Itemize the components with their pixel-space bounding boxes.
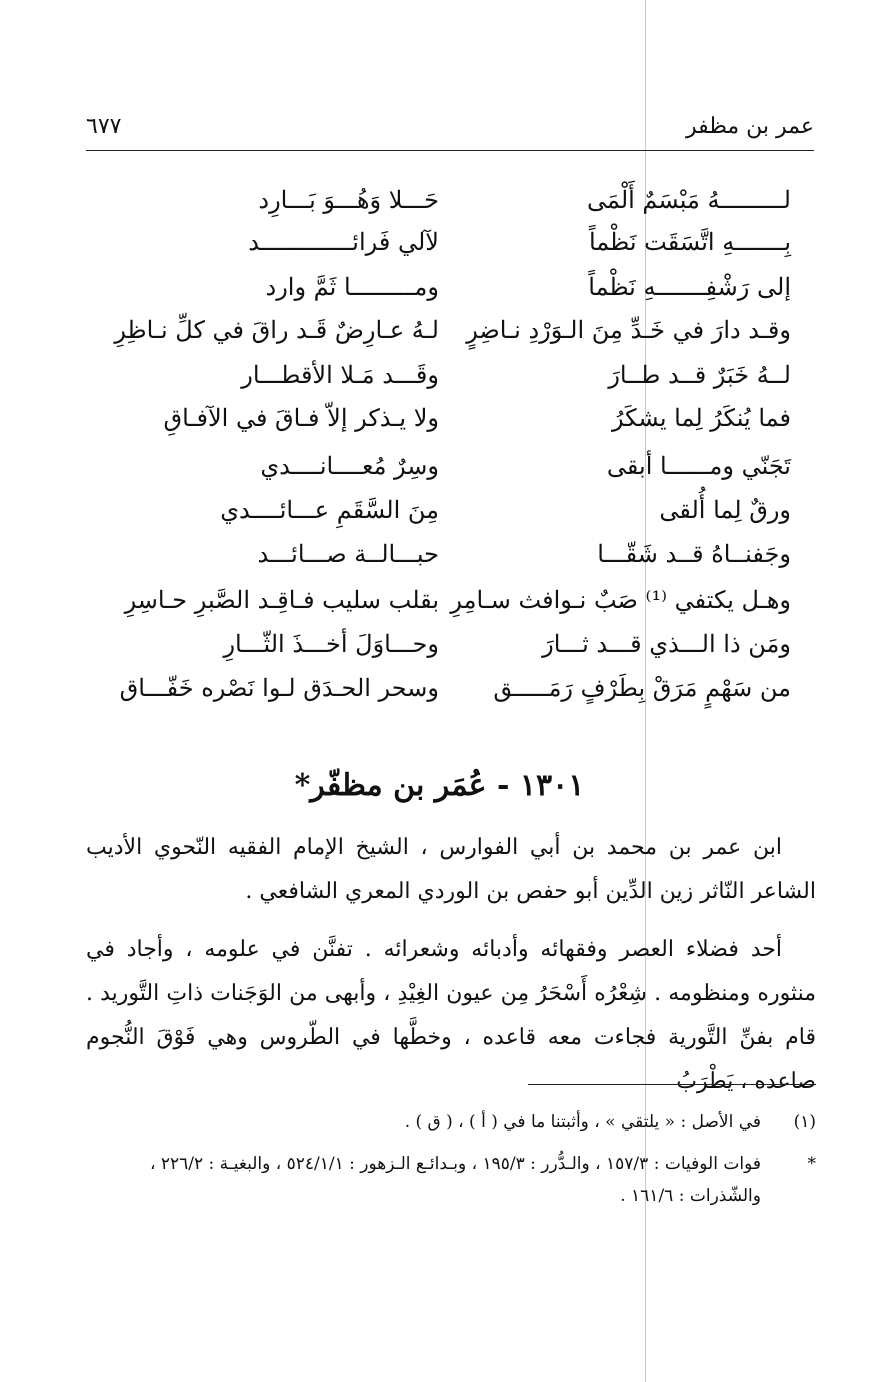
verse-line bbox=[0, 361, 879, 401]
verse-line bbox=[0, 496, 879, 536]
verse-second-hemistich: ومـــــــــا ثَمَّ وارد bbox=[265, 273, 439, 301]
entry-heading: ١٣٠١ - عُمَر بن مظفّر* bbox=[294, 768, 585, 803]
verse-line bbox=[0, 586, 879, 626]
verse-first-hemistich: ورقٌ لِما أُلقى bbox=[659, 496, 791, 524]
verse-line bbox=[0, 452, 879, 492]
verse-first-hemistich: فما يُنكَرُ لِما يشكَرُ bbox=[611, 404, 791, 432]
footnote-mark: * bbox=[807, 1154, 816, 1174]
verse-first-hemistich: إلى رَشْفِـــــــهِ نَظْماً bbox=[588, 273, 791, 301]
verse-second-hemistich: ولا يـذكر إلاّ فـاقَ في الآفـاقِ bbox=[163, 404, 439, 432]
verse-first-hemistich: وهـل يكتفي ⁽¹⁾ صَبٌ نـوافث سـامِرِ bbox=[450, 586, 791, 614]
verse-first-hemistich: بِـــــــهِ اتَّسَقَت نَظْماً bbox=[588, 228, 791, 256]
running-title: عمر بن مظفر bbox=[686, 114, 814, 139]
footnote-text: في الأصل : « يلتقي » ، وأثبتنا ما في ( أ ) ، ( ق ) . bbox=[404, 1112, 761, 1132]
verse-second-hemistich: لـهُ عـارِضٌ قَـد راقَ في كلِّ نـاظِرِ bbox=[114, 316, 439, 344]
verse-first-hemistich: من سَهْمٍ مَرَقْ بِطَرْفٍ رَمَـــــق bbox=[493, 674, 791, 702]
header-rule bbox=[86, 150, 814, 151]
verse-first-hemistich: وجَفنــاهُ قــد شَقّـــا bbox=[597, 540, 791, 568]
verse-second-hemistich: وسِرٌ مُعــــانــــدي bbox=[260, 452, 439, 480]
verse-line bbox=[0, 674, 879, 714]
verse-first-hemistich: ومَن ذا الـــذي قـــد ثـــارَ bbox=[542, 630, 791, 658]
verse-first-hemistich: وقـد دارَ في خَـدِّ مِنَ الـوَرْدِ نـاضِرٍ bbox=[466, 316, 791, 344]
verse-second-hemistich: حبـــالــة صـــائـــد bbox=[257, 540, 439, 568]
verse-line bbox=[0, 540, 879, 580]
verse-line bbox=[0, 228, 879, 268]
verse-first-hemistich: لـــــــــهُ مَبْسَمٌ أَلْمَى bbox=[586, 186, 791, 214]
verse-second-hemistich: وقَـــد مَـلا الأقطـــار bbox=[241, 361, 439, 389]
verse-second-hemistich: مِنَ السَّقَمِ عـــائــــدي bbox=[220, 496, 439, 524]
verse-second-hemistich: وسحر الحـدَق لـوا نَصْره خَفّـــاق bbox=[119, 674, 439, 702]
verse-line bbox=[0, 630, 879, 670]
verse-line bbox=[0, 273, 879, 313]
biography-paragraph: أحد فضلاء العصر وفقهائه وأدبائه وشعرائه . تفنَّن في علومه ، وأجاد في منثوره ومنظومه . شِعْرُه أَسْحَرُ مِن عيون الغِيْدِ ، وأبهى من الوَجَنات ذاتِ التَّوريد . قام بفنِّ التَّورية فجاءت معه قاعده ، وخطَّها في الطّروس وهي فَوْقَ النُّجوم صاعده ، يَطْرَبُ bbox=[86, 937, 816, 1094]
footnote-text: فوات الوفيات : ١٥٧/٣ ، والـدُّرر : ١٩٥/٣ ، وبـدائـع الـزهور : ٥٢٤/١/١ ، والبغيـة : ٢٢٦/٢ ، والشّذرات : ١٦١/٦ . bbox=[149, 1154, 761, 1206]
verse-line bbox=[0, 316, 879, 356]
footnote-mark: (١) bbox=[793, 1112, 816, 1132]
verse-second-hemistich: وحـــاوَلَ أخـــذَ الثّـــارِ bbox=[223, 630, 439, 658]
biography-paragraph: ابن عمر بن محمد بن أبي الفوارس ، الشيخ الإمام الفقيه النّحوي الأديب الشاعر النّاثر زين الدِّين أبو حفص بن الوردي المعري الشافعي . bbox=[86, 835, 816, 904]
footnote-rule bbox=[528, 1084, 816, 1085]
verse-first-hemistich: تَجَنّي ومــــــا أبقى bbox=[606, 452, 791, 480]
verse-line bbox=[0, 186, 879, 226]
verse-first-hemistich: لــهُ خَبَرٌ قــد طــارَ bbox=[608, 361, 791, 389]
verse-second-hemistich: حَـــلا وَهُـــوَ بَـــارِد bbox=[258, 186, 439, 214]
running-header bbox=[86, 112, 814, 150]
page-number: ٦٧٧ bbox=[86, 114, 122, 139]
verse-line bbox=[0, 404, 879, 444]
verse-second-hemistich: بقلب سليب فـاقِـد الصَّبرِ حـاسِرِ bbox=[124, 586, 439, 614]
verse-second-hemistich: لآلي فَرائـــــــــــــد bbox=[248, 228, 439, 256]
